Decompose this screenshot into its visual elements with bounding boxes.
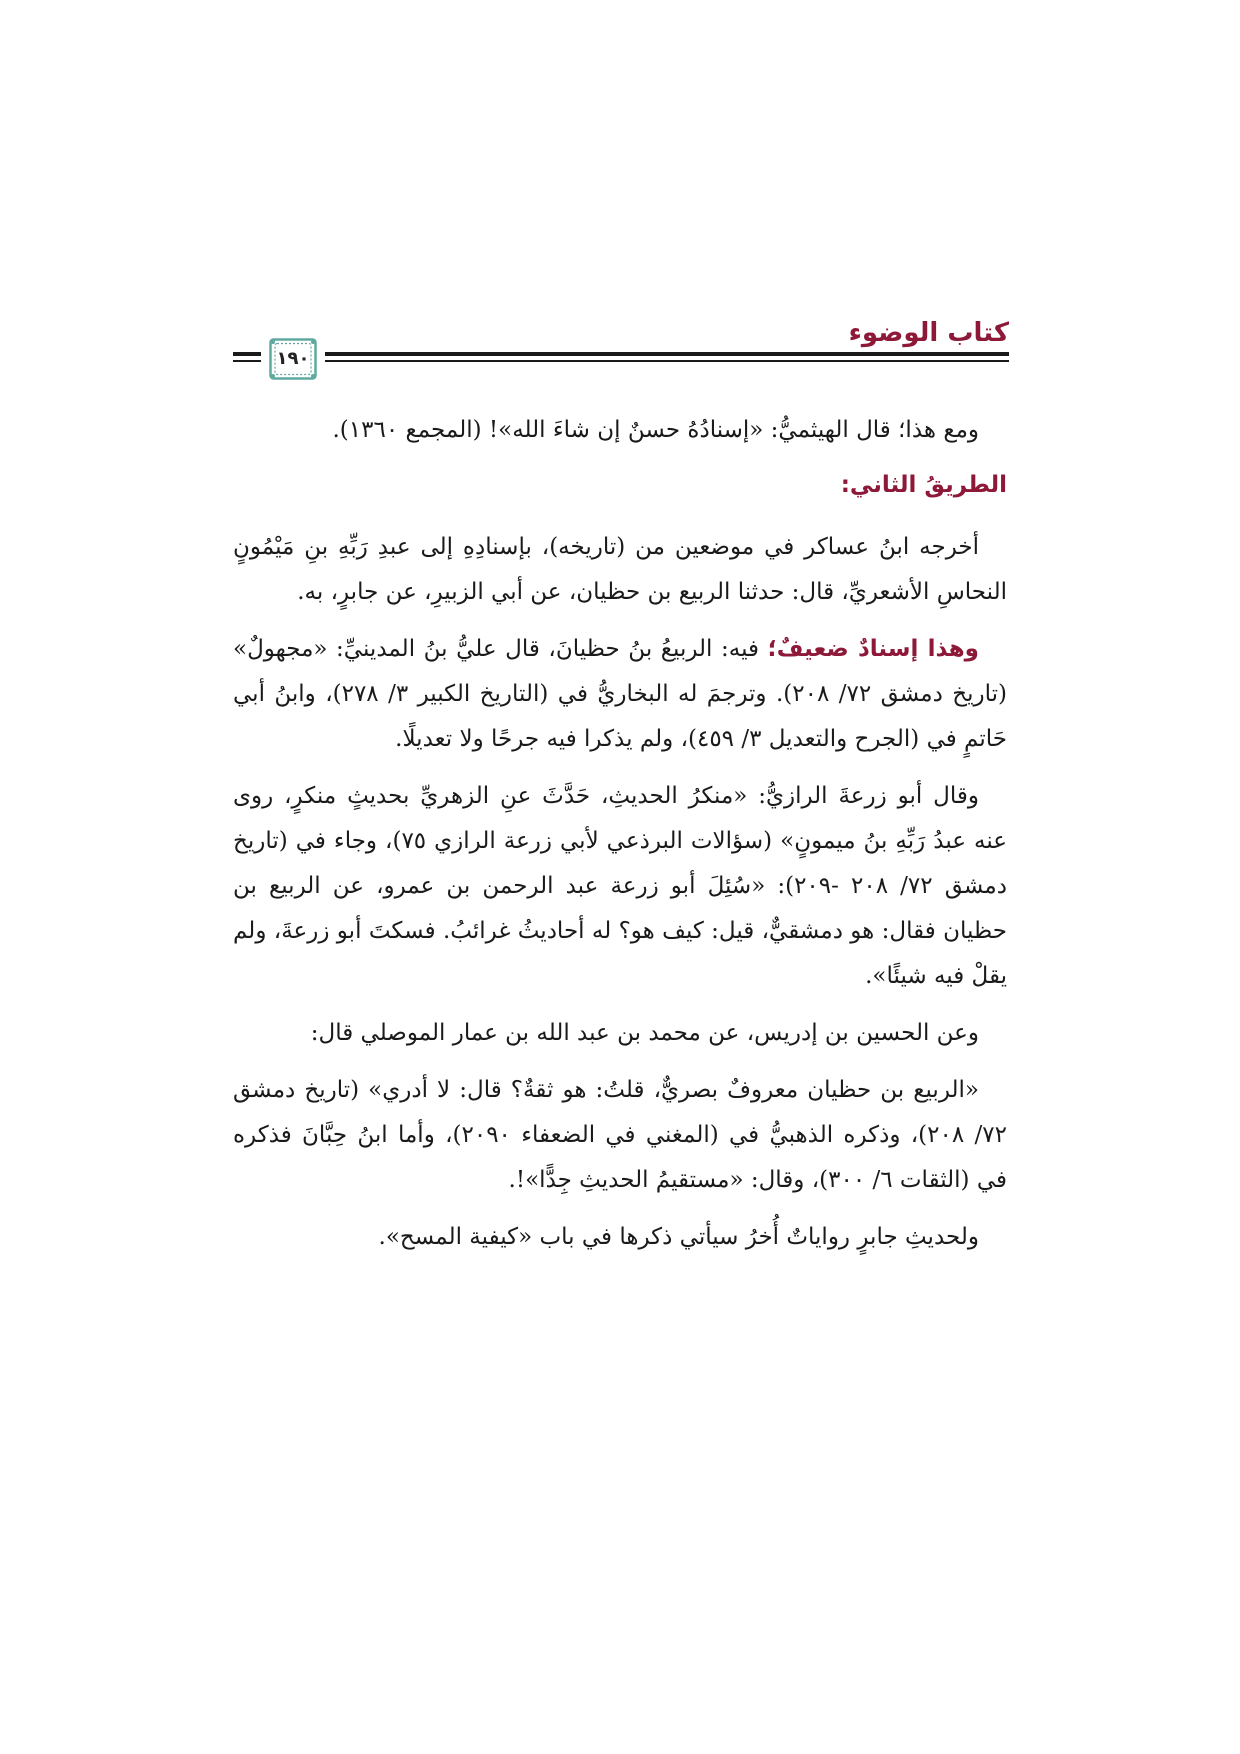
page-number-badge <box>269 338 317 380</box>
isnad-weak-text: فيه: الربيعُ بنُ حظيانَ، قال عليُّ بنُ المدينيِّ: «مجهولٌ» (تاريخ دمشق ٧٢/ ٢٠٨). وترجمَ له البخاريُّ في (التاريخ الكبير ٣/ ٢٧٨)، وابنُ أبي حَاتمٍ في (الجرح والتعديل ٣/ ٤٥٩)، ولم يذكرا فيه جرحًا ولا تعديلًا. <box>233 636 1008 752</box>
paragraph-haythami: ومع هذا؛ قال الهيثميُّ: «إسنادُهُ حسنٌ إن شاءَ الله»! (المجمع ١٣٦٠). <box>332 417 979 443</box>
header-rule-left-thick <box>233 352 261 356</box>
page-body <box>233 408 1007 1272</box>
page-number: ١٩٠ <box>276 348 310 369</box>
paragraph-rabi-quote: «الربيع بن حظيان معروفٌ بصريٌّ، قلتُ: هو ثقةٌ؟ قال: لا أدري» (تاريخ دمشق ٧٢/ ٢٠٨)، وذكره الذهبيُّ في (المغني في الضعفاء ٢٠٩٠)، وأما ابنُ حِبَّانَ فذكره في (الثقات ٦/ ٣٠٠)، وقال: «مستقيمُ الحديثِ جِدًّا»!. <box>233 1077 1007 1193</box>
paragraph-ibn-asakir: أخرجه ابنُ عساكر في موضعين من (تاريخه)، بإسنادِهِ إلى عبدِ رَبِّهِ بنِ مَيْمُونٍ النحاسِ الأشعريِّ، قال: حدثنا الربيع بن حظيان، عن أبي الزبيرِ، عن جابرٍ، به. <box>233 534 1007 605</box>
isnad-weak-label: وهذا إسنادٌ ضعيفٌ؛ <box>767 636 979 662</box>
header-rule-thick <box>325 352 1009 356</box>
page-header <box>233 312 1009 392</box>
paragraph-husayn: وعن الحسين بن إدريس، عن محمد بن عبد الله بن عمار الموصلي قال: <box>310 1020 979 1046</box>
header-rule-left-thin <box>233 360 261 362</box>
book-title: كتاب الوضوء <box>848 318 1009 348</box>
header-rule-thin <box>325 360 1009 362</box>
paragraph-isnad-weak <box>233 627 1007 762</box>
paragraph-jabir-narrations: ولحديثِ جابرٍ رواياتٌ أُخرُ سيأتي ذكرها في باب «كيفية المسح». <box>378 1224 979 1250</box>
section-heading: الطريقُ الثاني: <box>840 472 1007 498</box>
paragraph-abu-zurah: وقال أبو زرعةَ الرازيُّ: «منكرُ الحديثِ، حَدَّثَ عنِ الزهريِّ بحديثٍ منكرٍ، روى عنه عبدُ رَبِّهِ بنُ ميمونٍ» (سؤالات البرذعي لأبي زرعة الرازي ٧٥)، وجاء في (تاريخ دمشق ٧٢/ ٢٠٨ -٢٠٩): «سُئِلَ أبو زرعة عبد الرحمن بن عمرو، عن الربيع بن حظيان فقال: هو دمشقيٌّ، قيل: كيف هو؟ له أحاديثُ غرائبُ. فسكتَ أبو زرعةَ، ولم يقلْ فيه شيئًا». <box>233 783 1007 989</box>
